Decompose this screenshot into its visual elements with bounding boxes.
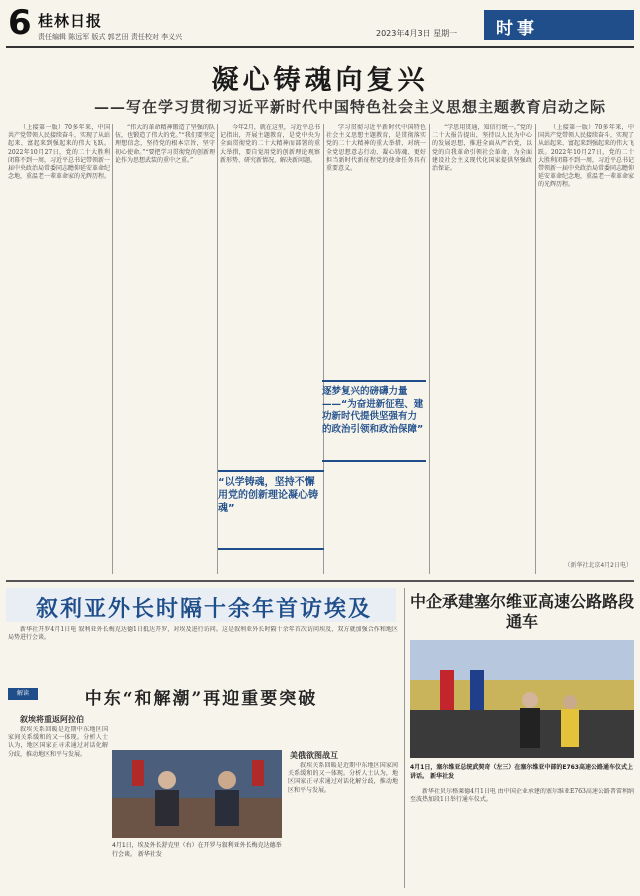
story3-subhead-b: 美俄欲图战互 [290,751,338,760]
lead-column-5 [432,124,532,574]
lead-column-1 [8,124,110,574]
lead-headline: 凝心铸魂向复兴 [211,65,429,96]
lead-column-4 [326,124,426,374]
talks-photo [112,750,282,838]
editor-credits: 责任编辑 陈远军 版式 郭艺田 责任校对 李义兴 [38,33,183,41]
lead-col2-text: “伟大的革命精神锻造了坚强的队伍，也锻造了伟大的党。”“我们要坚定理想信念，坚持党的根本宗旨，坚守初心使命。”“要把学习贯彻党的创新理论作为思想武装的重中之重。” [115,124,215,164]
pull-quote-a [218,470,324,550]
section-banner [484,10,634,40]
lead-col1-text: （上接第一版）70多年来，中国共产党带领人民接续奋斗，实现了从站起来、富起来到强起来的伟大飞跃。2022年10月27日，党的二十大胜利闭幕不到一周，习近平总书记带领新一届中央政治局常委同志瞻仰延安革命纪念地，重温老一辈革命家的光辉历程。 [8,124,110,181]
lead-column-6 [538,124,634,554]
pull-quote-b-text: 逐梦复兴的磅礴力量——“为奋进新征程、建功新时代提供坚强有力的政治引领和政治保障” [322,386,424,435]
story4-headline: 中企承建塞尔维亚高速公路路段通车 [410,592,635,631]
story3-column-3 [288,762,398,888]
story3-headline: 中东“和解潮”再迎重要突破 [84,689,318,709]
issue-date: 2023年4月3日 星期一 [376,29,458,38]
talks-photo-illustration [112,750,282,838]
story3-tag: 解读 [8,688,38,700]
lead-col3-text: 今年2月，就在这里，习近平总书记指出，开展主题教育，是党中央为全面贯彻党的二十大精神而部署的重大举措，要自觉用党的创新理论观察新形势、研究新情况、解决新问题。 [220,124,320,164]
column-divider [429,124,430,574]
masthead [6,4,634,48]
story4-body-text: 新华社贝尔格莱德4月1日电 由中国企业承建的塞尔维亚E763高速公路普雷利纳至波热加段1日举行通车仪式。 [410,788,634,804]
column-divider [404,588,405,888]
section-label: 时事 [496,19,538,39]
lead-subhead: ——写在学习贯彻习近平新时代中国特色社会主义思想主题教育启动之际 [93,98,606,116]
paper-name: 桂林日报 [38,12,103,30]
story4-body [410,788,634,888]
story2-body-text: 新华社开罗4月1日电 叙利亚外长梅克达德1日抵达开罗，对埃及进行访问。这是叙利亚外长时隔十余年首次访问埃及，双方就加强合作和地区局势进行会谈。 [8,626,398,642]
highway-photo-caption: 4月1日，塞尔维亚总统武契奇（左三）在塞尔维亚中部的E763高速公路通车仪式上讲话。 新华社发 [410,764,633,780]
section-divider [6,580,634,582]
lead-col6-text: （上接第一版）70多年来，中国共产党带领人民接续奋斗，实现了从站起来、富起来到强起来的伟大飞跃。2022年10月27日，党的二十大胜利闭幕不到一周，习近平总书记带领新一届中央政治局常委同志瞻仰延安革命纪念地，重温老一辈革命家的光辉历程。 [538,124,634,189]
lead-column-2 [115,124,215,574]
story3-subhead-a: 叙埃将重返阿拉伯 [20,715,84,724]
column-divider [535,124,536,574]
lead-column-3 [220,124,320,464]
story2-body [8,626,398,676]
highway-photo [410,640,634,758]
highway-photo-illustration [410,640,634,758]
story3-col1-text: 叙埃关系回暖是近期中东地区国家间关系缓和的又一体现。分析人士认为，地区国家正寻求通过对话化解分歧，推动地区和平与发展。 [8,726,108,758]
lead-col4-text: 学习贯彻习近平新时代中国特色社会主义思想主题教育，是贯彻落实党的二十大精神的重大举措，对统一全党思想意志行动、凝心铸魂、更好担当新时代新征程党的使命任务具有重要意义。 [326,124,426,173]
pull-quote-b [322,380,426,462]
page-number: 6 [8,3,32,43]
talks-photo-caption: 4月1日，埃及外长舒克里（右）在开罗与叙利亚外长梅克达德举行会谈。 新华社发 [112,842,282,858]
pull-quote-a-text: “以学铸魂，坚持不懈用党的创新理论凝心铸魂” [218,477,318,514]
story2-headline-box [6,588,396,622]
story3-column-1 [8,726,108,886]
story3-col3-text: 叙埃关系回暖是近期中东地区国家间关系缓和的又一体现。分析人士认为，地区国家正寻求通过对话化解分歧，推动地区和平与发展。 [288,762,398,794]
lead-signoff: （新华社北京4月2日电） [564,562,632,569]
story2-headline: 叙利亚外长时隔十余年首访埃及 [36,596,373,622]
lead-col5-text: “学思用贯通，知信行统一。”党的二十大报告提出，坚持以人民为中心的发展思想，推进全面从严治党，以党的自我革命引领社会革命，为全面建设社会主义现代化国家提供坚强政治保证。 [432,124,532,173]
column-divider [112,124,113,574]
